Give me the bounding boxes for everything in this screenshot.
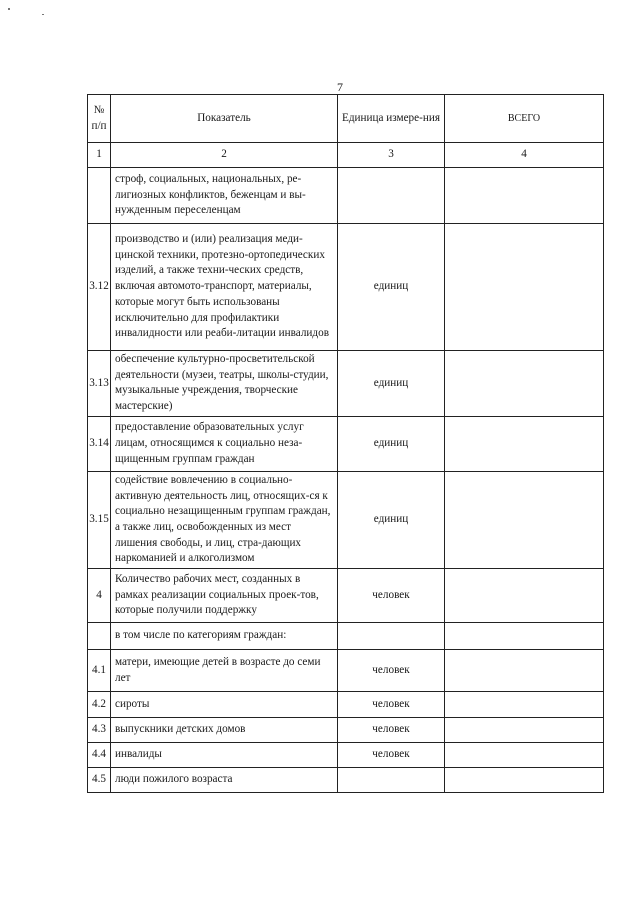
- row-total: [445, 768, 604, 793]
- row-number: 4.3: [88, 718, 111, 743]
- row-number: 4.1: [88, 650, 111, 692]
- row-unit: единиц: [338, 471, 445, 568]
- row-indicator: содействие вовлечению в социально-активную деятельность лиц, относящих-ся к социально незащищенным группам граждан, а также лиц, освобожденных из мест лишения свободы, и лиц, стра-дающих наркоманией и алкоголизмом: [111, 471, 338, 568]
- row-total: [445, 416, 604, 471]
- table-row: [88, 416, 604, 471]
- scan-mark: [8, 8, 10, 10]
- row-indicator: строф, социальных, национальных, ре-лигиозных конфликтов, беженцам и вы-нужденным переселенцам: [111, 168, 338, 224]
- row-unit: единиц: [338, 224, 445, 351]
- row-indicator: сироты: [111, 692, 338, 718]
- table-row: [88, 692, 604, 718]
- row-indicator: в том числе по категориям граждан:: [111, 623, 338, 650]
- header-total: ВСЕГО: [445, 95, 604, 143]
- row-total: [445, 471, 604, 568]
- page-number: 7: [337, 80, 343, 94]
- row-total: [445, 351, 604, 417]
- table-row: [88, 768, 604, 793]
- row-unit: человек: [338, 650, 445, 692]
- row-number: 3.14: [88, 416, 111, 471]
- row-indicator: Количество рабочих мест, созданных в рамках реализации социальных проек-тов, которые получили поддержку: [111, 569, 338, 623]
- table-row: [88, 351, 604, 417]
- indicator-table: [87, 94, 604, 793]
- header-indicator: Показатель: [111, 95, 338, 143]
- row-number: 4.5: [88, 768, 111, 793]
- table-row: [88, 569, 604, 623]
- header-number: № п/п: [88, 95, 111, 143]
- column-number: 3: [338, 143, 445, 168]
- row-unit: [338, 623, 445, 650]
- row-total: [445, 569, 604, 623]
- row-total: [445, 168, 604, 224]
- row-total: [445, 718, 604, 743]
- row-unit: [338, 768, 445, 793]
- table-row: [88, 471, 604, 568]
- row-indicator: выпускники детских домов: [111, 718, 338, 743]
- row-number: 3.13: [88, 351, 111, 417]
- row-total: [445, 743, 604, 768]
- column-number: 2: [111, 143, 338, 168]
- row-indicator: производство и (или) реализация меди-цинской техники, протезно-ортопедических изделий, а также техни-ческих средств, включая автомото-транспорт, материалы, которые могут быть использованы исключительно для профилактики инвалидности или реаби-литации инвалидов: [111, 224, 338, 351]
- row-total: [445, 224, 604, 351]
- table-header-row: [88, 95, 604, 143]
- column-number-row: [88, 143, 604, 168]
- scan-mark: [42, 14, 44, 15]
- column-number: 1: [88, 143, 111, 168]
- row-total: [445, 692, 604, 718]
- row-indicator: предоставление образовательных услуг лицам, относящимся к социально неза-щищенным группам граждан: [111, 416, 338, 471]
- header-unit: Единица измере-ния: [338, 95, 445, 143]
- row-number: 3.12: [88, 224, 111, 351]
- row-unit: человек: [338, 692, 445, 718]
- row-indicator: матери, имеющие детей в возрасте до семи лет: [111, 650, 338, 692]
- row-unit: [338, 168, 445, 224]
- table-row: [88, 168, 604, 224]
- row-unit: человек: [338, 743, 445, 768]
- row-unit: человек: [338, 718, 445, 743]
- row-number: 4.2: [88, 692, 111, 718]
- row-number: 4: [88, 569, 111, 623]
- table-row: [88, 718, 604, 743]
- table-row: [88, 623, 604, 650]
- row-indicator: инвалиды: [111, 743, 338, 768]
- row-number: [88, 623, 111, 650]
- table-row: [88, 743, 604, 768]
- table-row: [88, 224, 604, 351]
- row-unit: единиц: [338, 351, 445, 417]
- row-total: [445, 650, 604, 692]
- row-number: 3.15: [88, 471, 111, 568]
- row-indicator: люди пожилого возраста: [111, 768, 338, 793]
- row-number: 4.4: [88, 743, 111, 768]
- row-unit: единиц: [338, 416, 445, 471]
- row-total: [445, 623, 604, 650]
- row-number: [88, 168, 111, 224]
- row-indicator: обеспечение культурно-просветительской деятельности (музеи, театры, школы-студии, музыкальные учреждения, творческие мастерские): [111, 351, 338, 417]
- row-unit: человек: [338, 569, 445, 623]
- table-row: [88, 650, 604, 692]
- column-number: 4: [445, 143, 604, 168]
